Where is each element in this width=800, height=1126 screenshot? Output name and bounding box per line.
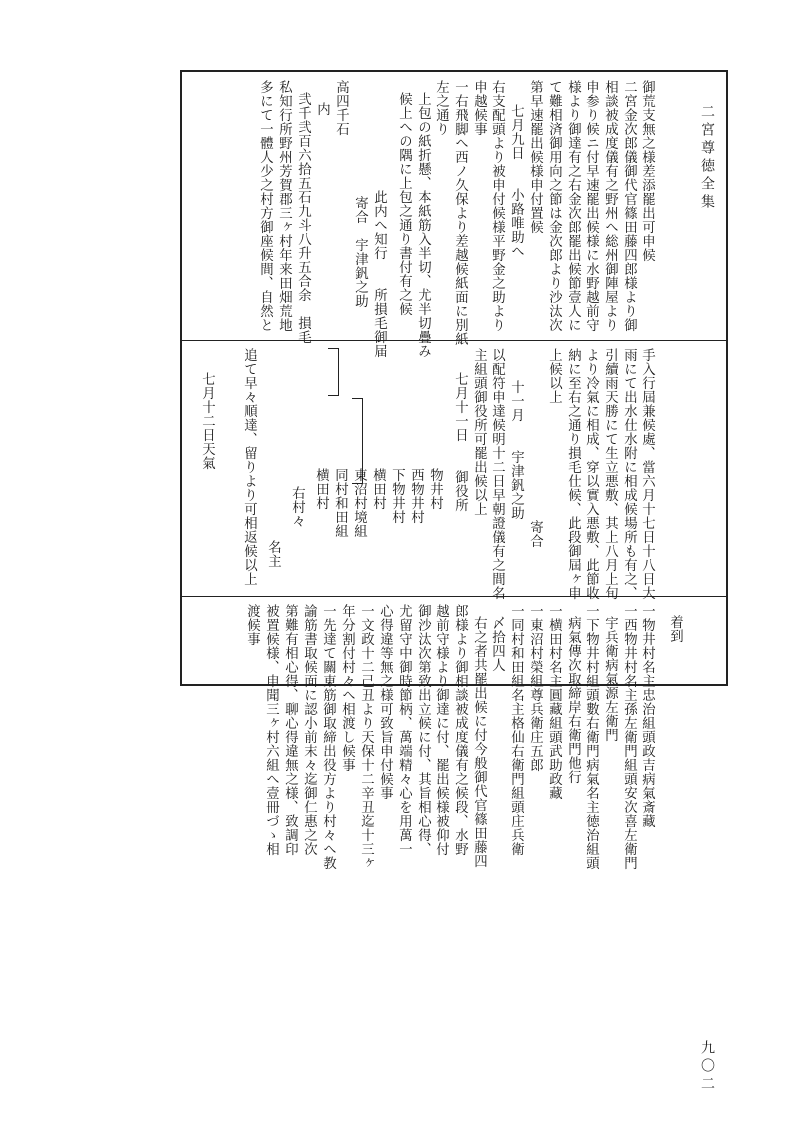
bottom-line-17: 一文政十二己丑より天保十二辛丑迄十三ヶ (358, 604, 374, 870)
top-line-19: 弐千弐百六拾五石九斗八升五合余 損毛 (295, 92, 311, 344)
top-line-14: 候上への隅に上包之通り書付有之候 (396, 92, 412, 316)
bottom-line-10: 〆拾四人 (489, 616, 505, 672)
top-line-7: 第早速罷出候様申付置候 (527, 80, 543, 234)
bottom-line-12: 郎様より御相談被成度儀有之候段、水野 (452, 604, 468, 856)
bottom-line-15: 尤留守中御時節柄、萬端精々心を用萬一 (396, 604, 412, 856)
bottom-line-16: 心得違等無之様可致旨申付候事 (377, 604, 393, 800)
top-line-3: 相談被成度儀有之野州へ総州御陣屋より (602, 80, 618, 332)
bottom-line-21: 第難有相心得、聊心得違無之様、致調印 (282, 604, 298, 856)
bottom-line-9: 一同村和田組名主格仙右衛門組頭庄兵衛 (508, 604, 524, 856)
top-line-5: 様より御達有之右金次郎罷出候節壹人に (565, 80, 581, 332)
top-line-15: 此内へ知行 所損毛御届 (371, 190, 387, 358)
middle-line-2: 雨にて出水仕水附に相成候場所も有之、 (621, 348, 637, 600)
middle-line-3: 引續雨天勝にて生立悪敷、其上八月上旬 (602, 348, 618, 600)
top-line-18: 内 (314, 102, 330, 116)
middle-line-7: 寄合 (527, 520, 543, 548)
book-title: 二宮尊徳全集 (699, 104, 715, 212)
bottom-line-13: 越前守様より御達に付、罷出候様被仰付 (433, 604, 449, 856)
top-line-11: 一右飛脚へ西ノ久保より差越候紙面に別紙 (452, 80, 468, 346)
top-line-10: 申越候事 (471, 80, 487, 136)
top-line-16: 寄合 宇津釩之助 (352, 196, 368, 308)
village-2: 西物井村 (408, 468, 424, 524)
top-line-8: 七月九日 小路唯助へ (508, 104, 524, 258)
village-6: 同村和田組 (332, 468, 348, 538)
middle-line-6: 上候以上 (546, 348, 562, 404)
bottom-line-5: 一下物井村組頭數右衛門病氣名主徳治組頭 (583, 604, 599, 870)
top-line-13: 上包の紙折懸、本紙筋入半切、尤半切疊み (415, 92, 431, 358)
bottom-line-22: 被置候様、申聞三ヶ村六組へ壹冊づゝ相 (263, 604, 279, 856)
middle-line-8: 十一月 宇津釩之助 (508, 380, 524, 520)
bottom-line-23: 渡候事 (244, 604, 260, 646)
bottom-line-4: 宇兵衛病氣源左衛門 (602, 616, 618, 742)
top-line-1: 御荒支無之様差添罷出可申候 (639, 80, 655, 262)
village-7: 横田村 (313, 468, 329, 510)
top-line-21: 多にて一體人少之村方御座候間、自然と (257, 80, 273, 332)
bottom-line-1: 着到 (667, 615, 683, 643)
bottom-line-18: 年分割付村々へ相渡し候事 (339, 604, 355, 772)
village-5: 東沼村境組 (351, 468, 367, 538)
top-line-9: 右支配頭より被申付候様平野金之助より (489, 80, 505, 332)
middle-line-9: 以配符申達候明十二日早朝證儀有之間名 (489, 348, 505, 600)
middle-line-20: 名主 (265, 540, 281, 568)
middle-line-4: より冷氣に相成、穿以實入悪敷、此節收 (583, 348, 599, 600)
middle-line-22: 七月十二日天氣 (199, 372, 215, 470)
bottom-line-2: 一物井村名主忠治組頭政吉病氣斎藏 (639, 604, 655, 828)
village-3: 下物井村 (389, 468, 405, 524)
page-number: 九〇二 (699, 1040, 715, 1094)
top-line-17: 高四千石 (333, 80, 349, 136)
middle-line-10: 主組頭御役所可罷出候以上 (471, 348, 487, 516)
bottom-line-14: 御沙汰次第致出立候に付、其旨相心得、 (415, 604, 431, 856)
middle-line-1: 手入行屆兼候處、當六月十七日十八日大 (639, 348, 655, 600)
middle-line-19: 右村々 (289, 486, 305, 528)
bottom-line-6: 病氣傳次取締岸右衛門他行 (565, 616, 581, 784)
top-line-12: 左之通り (433, 80, 449, 136)
bottom-line-8: 一東沼村榮組尊兵衛庄五郎 (527, 604, 543, 772)
middle-line-11: 七月十一日 御役所 (452, 372, 468, 512)
top-line-4: 申参り候ニ付早速罷出候様に水野越前守 (583, 80, 599, 332)
top-line-6: て難相済御用向之節は金次郎より沙汰次 (546, 80, 562, 332)
bracket-mark (328, 348, 339, 396)
bottom-line-20: 諭筋書取候面に認小前末々迄御仁惠之次 (301, 604, 317, 856)
top-line-20: 私知行所野州芳賀郡三ヶ村年来田畑荒地 (276, 80, 292, 332)
middle-line-5: 納に至右之通り損毛仕候、此段御屆ヶ申 (565, 348, 581, 600)
bottom-line-11: 右之者共罷出候に付今般御代官篠田藤四 (471, 616, 487, 868)
bottom-line-7: 一横田村名主圓藏組頭武助政藏 (546, 604, 562, 800)
middle-line-21: 追て早々順達、留りより可相返候以上 (241, 348, 257, 586)
top-line-2: 二宮金次郎儀御代官篠田藤四郎様より御 (621, 80, 637, 332)
bottom-line-3: 一西物井村名主孫左衛門組頭安次喜左衛門 (621, 604, 637, 870)
village-1: 物井村 (427, 468, 443, 510)
bottom-line-19: 一先達て關東筋御取締出役方より村々へ教 (320, 604, 336, 870)
village-4: 横田村 (370, 468, 386, 510)
